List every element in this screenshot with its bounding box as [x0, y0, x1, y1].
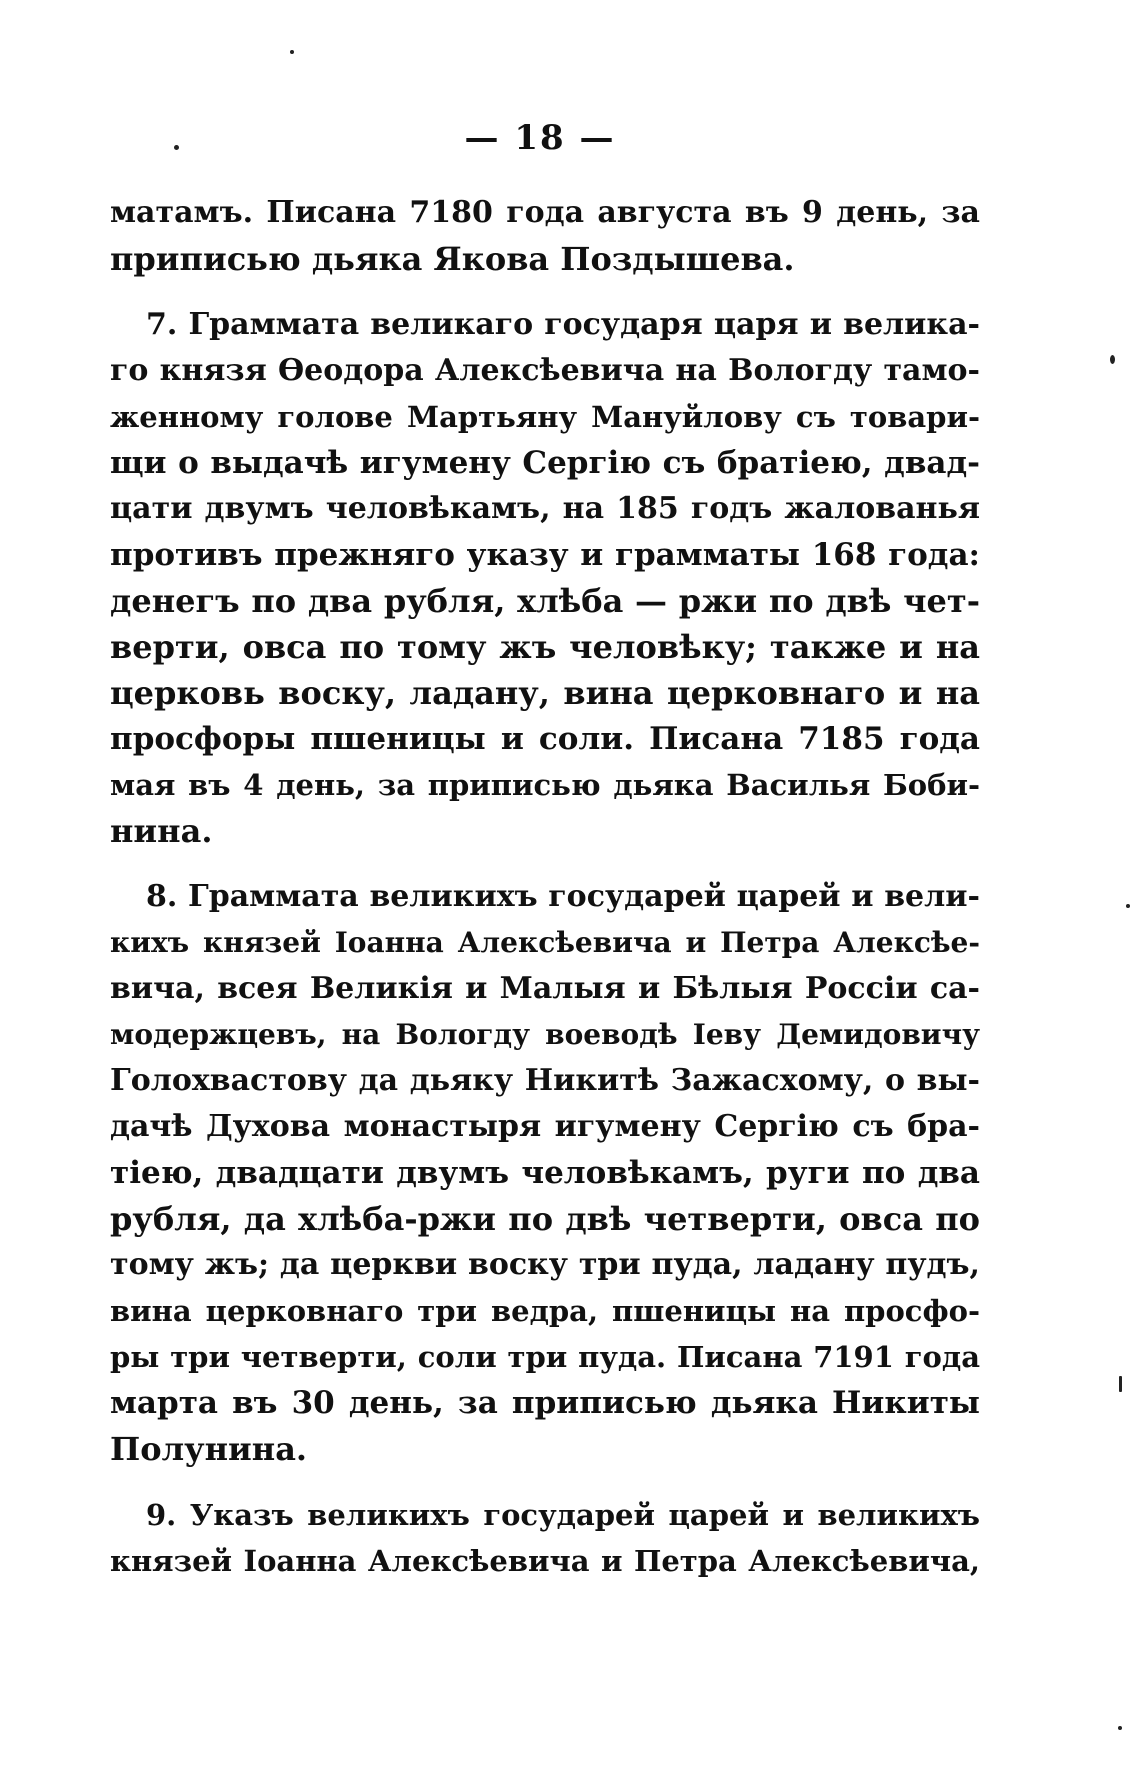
- text-line: приписью дьяка Якова Поздышева.: [110, 240, 795, 278]
- text-line: просфоры пшеницы и соли. Писана 7185 года: [110, 721, 980, 757]
- text-line: рубля, да хлѣба-ржи по двѣ четверти, овса по: [110, 1200, 980, 1238]
- paragraph-continuation: [110, 190, 980, 282]
- text-line: 9. Указъ великихъ государей царей и великихъ: [146, 1498, 980, 1532]
- text-line: дачѣ Духова монастыря игумену Сергію съ бра-: [110, 1109, 980, 1144]
- text-line: Полунина.: [110, 1430, 308, 1468]
- paragraph-item-7: [110, 302, 980, 854]
- text-line: церковь воску, ладану, вина церковнаго и на: [110, 674, 980, 712]
- text-line: вича, всея Великія и Малыя и Бѣлыя Россіи са-: [110, 971, 980, 1006]
- scan-speck: [1126, 904, 1130, 908]
- paragraph-item-8: [110, 874, 980, 1472]
- text-line: марта въ 30 день, за приписью дьяка Никиты: [110, 1385, 980, 1421]
- text-line: мая въ 4 день, за приписью дьяка Василья Боби-: [110, 768, 980, 802]
- text-line: 7. Граммата великаго государя царя и велика-: [146, 307, 980, 342]
- text-line: князей Іоанна Алексѣевича и Петра Алексѣевича,: [110, 1544, 980, 1578]
- body-text: [110, 190, 980, 1604]
- text-line: цати двумъ человѣкамъ, на 185 годъ жалованья: [110, 491, 980, 526]
- text-line: кихъ князей Іоанна Алексѣевича и Петра Алексѣе-: [110, 926, 980, 959]
- text-line: нина.: [110, 812, 213, 850]
- scan-speck: [1110, 355, 1115, 364]
- text-line: верти, овса по тому жъ человѣку; также и на: [110, 628, 980, 666]
- scan-speck: [174, 145, 179, 150]
- text-line: Голохвастову да дьяку Никитѣ Зажасхому, о вы-: [110, 1063, 980, 1098]
- text-line: тому жъ; да церкви воску три пуда, ладану пудъ,: [110, 1247, 980, 1282]
- text-line: модержцевъ, на Вологду воеводѣ Іеву Демидовичу: [110, 1018, 980, 1051]
- text-line: денегъ по два рубля, хлѣба — ржи по двѣ чет-: [110, 582, 980, 620]
- scan-speck: [1119, 1376, 1122, 1392]
- scan-speck: [290, 50, 294, 54]
- page-number: — 18 —: [464, 118, 616, 158]
- text-line: ры три четверти, соли три пуда. Писана 7191 года: [110, 1340, 980, 1374]
- text-line: вина церковнаго три ведра, пшеницы на просфо-: [110, 1294, 980, 1328]
- text-line: противъ прежняго указу и грамматы 168 года:: [110, 537, 980, 573]
- text-line: 8. Граммата великихъ государей царей и вели-: [146, 879, 980, 914]
- text-line: тіею, двадцати двумъ человѣкамъ, руги по два: [110, 1155, 980, 1191]
- text-line: щи о выдачѣ игумену Сергію съ братіею, двад-: [110, 445, 980, 481]
- text-line: женному голове Мартьяну Мануйлову съ товари-: [110, 400, 980, 434]
- scan-speck: [1118, 1726, 1122, 1730]
- paragraph-item-9: [110, 1492, 980, 1584]
- text-line: го князя Ѳеодора Алексѣевича на Вологду тамо-: [110, 353, 980, 388]
- text-line: матамъ. Писана 7180 года августа въ 9 день, за: [110, 195, 980, 230]
